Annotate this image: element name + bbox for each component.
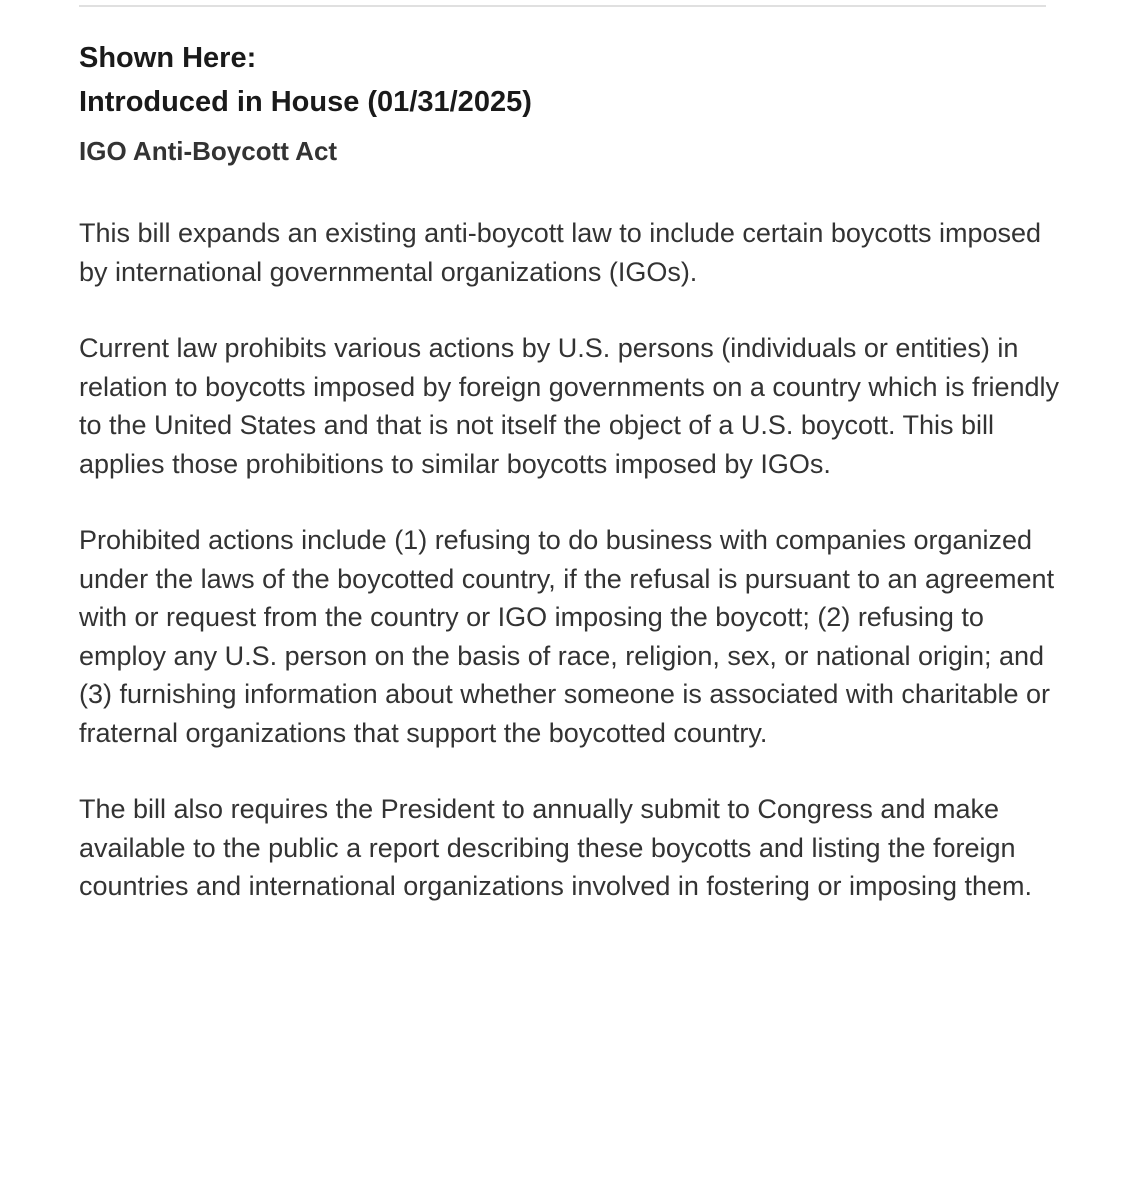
shown-here-label: Shown Here: [79, 42, 257, 74]
top-divider [79, 0, 1046, 7]
introduced-date-heading: Introduced in House (01/31/2025) [79, 86, 532, 118]
bill-summary [79, 36, 1069, 906]
act-title: IGO Anti-Boycott Act [79, 136, 338, 166]
summary-paragraph-4: The bill also requires the President to annually submit to Congress and make available to the public a report describing these boycotts and listing the foreign countries and international organizations involved in fostering or imposing them. [79, 794, 1033, 901]
summary-paragraph-3: Prohibited actions include (1) refusing to do business with companies organized under the laws of the boycotted country, if the refusal is pursuant to an agreement with or request from the country or IGO imposing the boycott; (2) refusing to employ any U.S. person on the basis of race, religion, sex, or national origin; and (3) furnishing information about whether someone is associated with charitable or fraternal organizations that support the boycotted country. [79, 525, 1055, 748]
summary-paragraph-1: This bill expands an existing anti-boycott law to include certain boycotts imposed by international governmental organizations (IGOs). [79, 218, 1042, 287]
summary-paragraph-2: Current law prohibits various actions by U.S. persons (individuals or entities) in relation to boycotts imposed by foreign governments on a country which is friendly to the United States and that is not itself the object of a U.S. boycott. This bill applies those prohibitions to similar boycotts imposed by IGOs. [79, 333, 1060, 479]
